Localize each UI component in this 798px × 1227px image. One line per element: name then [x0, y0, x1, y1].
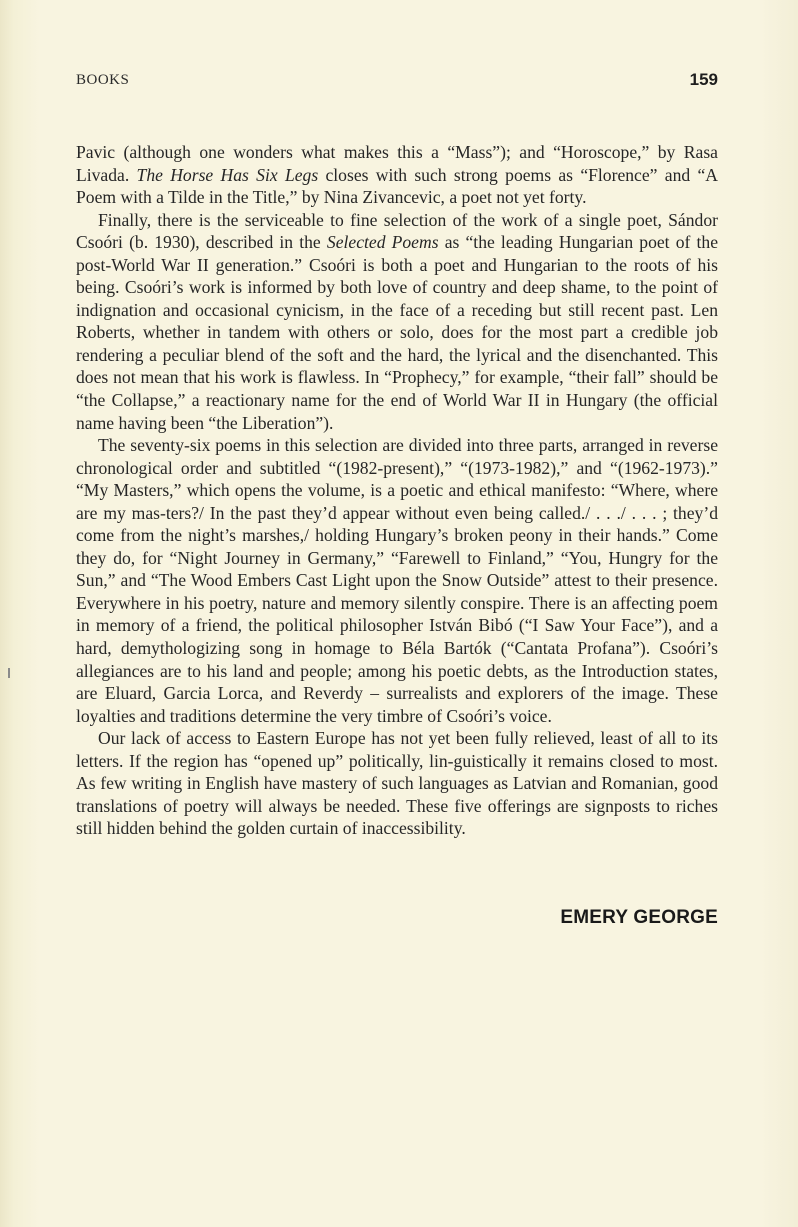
paragraph-1 — [76, 141, 718, 209]
paragraph-1-text-b: closes with such strong poems as “Florence” and “A Poem with a Tilde in the Title,” by Nina Zivancevic, a poet not yet forty. — [76, 164, 718, 208]
author-byline: EMERY GEORGE — [560, 907, 718, 928]
paragraph-4: Our lack of access to Eastern Europe has not yet been fully relieved, least of all to its letters. If the region has “opened up” politically, lin-guistically it remains closed to most. As few writing in English have mastery of such languages as Latvian and Romanian, good translations of poetry will always be needed. These five offerings are signposts to riches still hidden behind the golden curtain of inaccessibility. — [76, 728, 718, 839]
paragraph-2-text-b: as “the leading Hungarian poet of the post-World War II generation.” Csoóri is both a poet and Hungarian to the roots of his being. Csoóri’s work is informed by both love of country and deep shame, to the point of indignation and occasional cynicism, in the face of a receding but still recent past. Len Roberts, whether in tandem with others or solo, does for the most part a credible job rendering a peculiar blend of the soft and the hard, the lyrical and the disenchanted. This does not mean that his work is flawless. In “Prophecy,” for example, “their fall” should be “the Collapse,” a reactionary name for the end of World War II in Hungary (the official name having been “the Liberation”). — [76, 232, 718, 433]
page-number: 159 — [689, 70, 718, 89]
review-body — [76, 141, 718, 928]
page-header — [76, 70, 718, 92]
paragraph-3: The seventy-six poems in this selection are divided into three parts, arranged in reverse chronological order and subtitled “(1982-present),” “(1973-1982),” and “(1962-1973).” “My Masters,” which opens the volume, is a poetic and ethical manifesto: “Where, where are my mas-ters?/ In the past they’d appear without even being called./ . . ./ . . . ; they’d come from the night’s marshes,/ holding Hungary’s broken peony in their hands.” Come they do, for “Night Journey in Germany,” “Farewell to Finland,” “You, Hungry for the Sun,” and “The Wood Embers Cast Light upon the Snow Outside” attest to their presence. Everywhere in his poetry, nature and memory silently conspire. There is an affecting poem in memory of a friend, the political philosopher István Bibó (“I Saw Your Face”), and a hard, demythologizing song in homage to Béla Bartók (“Cantata Profana”). Csoóri’s allegiances are to his land and people; among his poetic debts, as the Introduction states, are Eluard, Garcia Lorca, and Reverdy – surrealists and explorers of the image. These loyalties and traditions determine the very timbre of Csoóri’s voice. — [76, 435, 718, 726]
running-head: BOOKS — [76, 72, 130, 88]
paragraph-2 — [76, 209, 718, 434]
paragraph-2-text-a: Finally, there is the serviceable to fine selection of the work of a single poet, Sándor Csoóri (b. 1930), described in the — [76, 209, 718, 253]
book-title-horse-has-six-legs: The Horse Has Six Legs — [136, 164, 319, 185]
margin-mark — [8, 668, 10, 678]
book-title-selected-poems: Selected Poems — [326, 232, 439, 253]
paragraph-1-text-a: Pavic (although one wonders what makes this a “Mass”); and “Horoscope,” by Rasa Livada. — [76, 142, 718, 185]
